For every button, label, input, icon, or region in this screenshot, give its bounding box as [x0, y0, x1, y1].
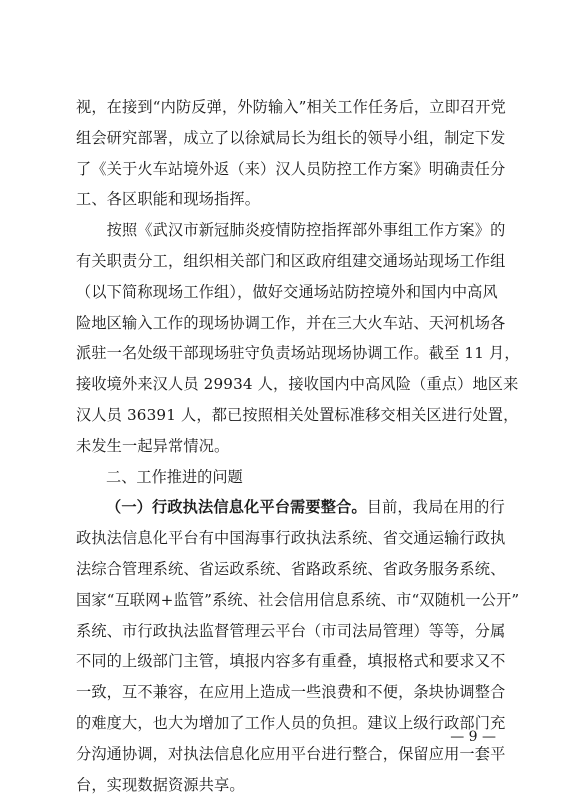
body-line: 不同的上级部门主管，填报内容多有重叠，填报格式和要求又不 [76, 652, 506, 671]
body-line: 派驻一名处级干部现场驻守负责场站现场协调工作。截至 11 月， [76, 344, 520, 363]
subheading-bold: （一）行政执法信息化平台需要整合。 [106, 498, 367, 517]
body-line: 险地区输入工作的现场协调工作，并在三大火车站、天河机场各 [76, 313, 506, 332]
body-line: 了《关于火车站境外返（来）汉人员防控工作方案》明确责任分 [76, 159, 506, 178]
body-line: 的难度大，也大为增加了工作人员的负担。建议上级行政部门充 [76, 713, 506, 732]
body-line: 视，在接到“内防反弹，外防输入”相关工作任务后，立即召开党 [76, 98, 506, 116]
page-number: — 9 — [450, 729, 496, 745]
body-line: 一致，互不兼容，在应用上造成一些浪费和不便，条块协调整合 [76, 683, 506, 702]
body-line: 按照《武汉市新冠肺炎疫情防控指挥部外事组工作方案》的 [76, 221, 506, 240]
body-line: 台，实现数据资源共享。 [76, 775, 245, 794]
section-heading: 二、工作推进的问题 [106, 467, 243, 486]
body-line: 国家“互联网+监管”系统、社会信用信息系统、市“双随机一公开” [76, 590, 520, 609]
body-line: 组会研究部署，成立了以徐斌局长为组长的领导小组，制定下发 [76, 128, 506, 147]
body-line: 法综合管理系统、省运政系统、省路政系统、省政务服务系统、 [76, 559, 506, 578]
subheading-line [76, 492, 505, 523]
body-line: 系统、市行政执法监督管理云平台（市司法局管理）等等，分属 [76, 621, 506, 640]
body-line: 工、各区职能和现场指挥。 [76, 190, 261, 209]
body-line: 未发生一起异常情况。 [76, 436, 230, 455]
subheading-rest: 目前，我局在用的行 [366, 498, 505, 517]
body-line: 接收境外来汉人员 29934 人，接收国内中高风险（重点）地区来 [76, 375, 519, 394]
body-line: 有关职责分工，组织相关部门和区政府组建交通场站现场工作组 [76, 251, 506, 270]
body-line: 汉人员 36391 人，都已按照相关处置标准移交相关区进行处置， [76, 405, 519, 424]
body-line: （以下简称现场工作组），做好交通场站防控境外和国内中高风 [76, 282, 498, 301]
body-line: 分沟通协调，对执法信息化应用平台进行整合，保留应用一套平 [76, 744, 506, 763]
body-line: 政执法信息化平台有中国海事行政执法系统、省交通运输行政执 [76, 529, 506, 548]
